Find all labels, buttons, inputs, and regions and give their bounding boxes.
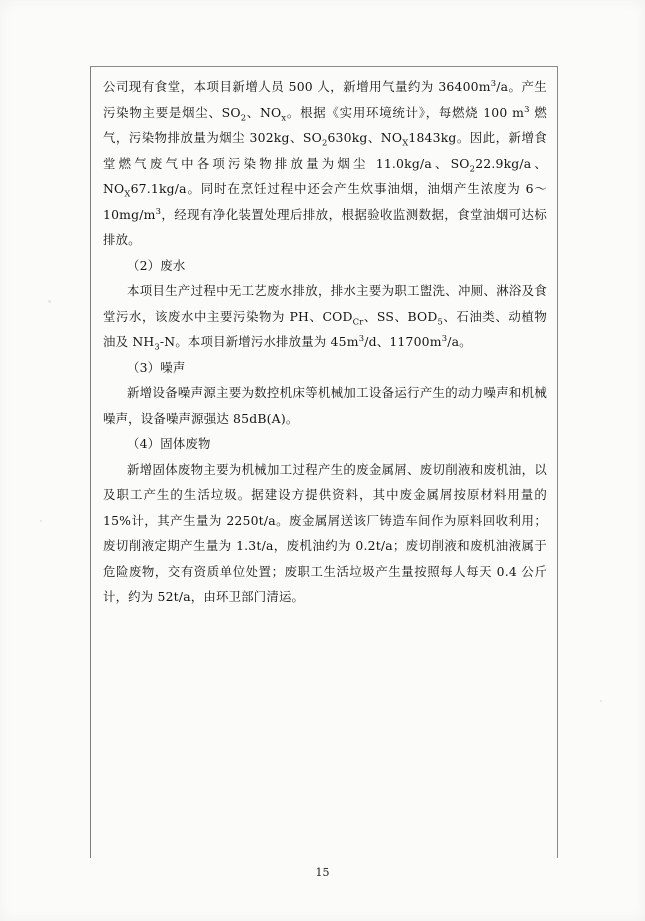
document-body [103,74,547,610]
paragraph-noise: 新增设备噪声源主要为数控机床等机械加工设备运行产生的动力噪声和机械噪声，设备噪声源强达 85dB(A)。 [103,385,547,426]
paragraph-exhaust-gas: 公司现有食堂，本项目新增人员 500 人，新增用气量约为 $36400m^3/a$。产生污染物主要是烟尘、$SO_2$、$NO_x$。根据《实用环境统计》，每燃烧 100 $m^3$ 燃气，污染物排放量为烟尘 302kg、$SO_2630kg$、$NO_X1843kg$。因此，新增食堂燃气废气中各项污染物排放量为烟尘 11.0kg/a、$SO_222.9kg/a$、$NO_X67.1kg/a$。同时在烹饪过程中还会产生炊事油烟，油烟产生浓度为 $6\sim 10mg/m^3$，经现有净化装置处理后排放，根据验收监测数据，食堂油烟可达标排放。 [103,77,548,247]
scan-speck [600,700,602,702]
scan-speck [48,300,51,303]
heading-noise: （3）噪声 [127,359,186,375]
paragraph-wastewater: 本项目生产过程中无工艺废水排放，排水主要为职工盥洗、冲厕、淋浴及食堂污水，该废水中主要污染物为 PH、$COD_{Cr}$、SS、$BOD_5$、石油类、动植物油及 $NH_3-N$。本项目新增污水排放量为 $45m^3/d$、$11700m^3/a$。 [103,283,547,352]
page-number: 15 [315,866,330,879]
heading-wastewater: （2）废水 [127,257,186,273]
paragraph-solid-waste: 新增固体废物主要为机械加工过程产生的废金属屑、废切削液和废机油，以及职工产生的生活垃圾。据建设方提供资料，其中废金属屑按原材料用量的 15%计，其产生量为 2250t/a。废金属屑送该厂铸造车间作为原料回收利用；废切削液定期产生量为 1.3t/a，废机油约为 0.2t/a；废切削液和废机油液属于危险废物，交有资质单位处置；废职工生活垃圾产生量按照每人每天 0.4 公斤计，约为 52t/a，由环卫部门清运。 [103,461,547,604]
scan-speck [40,520,42,522]
heading-solid-waste: （4）固体废物 [127,436,211,451]
